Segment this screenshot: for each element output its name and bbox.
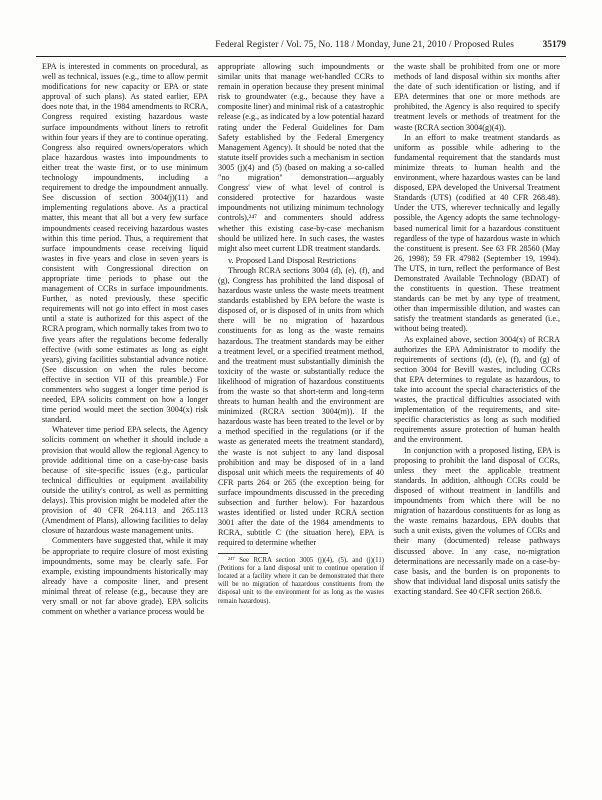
section-heading: v. Proposed Land Disposal Restrictions xyxy=(228,255,356,265)
text-column-middle xyxy=(218,62,384,768)
text-column-left xyxy=(42,62,208,768)
page-number: 35179 xyxy=(542,40,566,50)
paragraph: appropriate allowing such impoundments or similar units that manage wet-handled CCRs to remain in operation because they present minimal risk to groundwater (e.g., because they have a composite liner) and minimal risk of a catastrophic release (e.g., as indicated by a low potential hazard rating under the Federal Guidelines for Dam Safety established by the Federal Emergency Management Agency). It should be noted that the statute itself provides such a mechanism in section 3005 (j)(4) and (5) (based on making a so-called "no migration" demonstration—arguably Congress' view of what level of control is considered protective for hazardous waste impoundments not utilizing minimum technology controls),²⁴⁷ and commenters should address whether this existing case-by-case mechanism should be utilized here. In such cases, the wastes might also meet current LDR treatment standards. xyxy=(218,62,384,253)
header-rule xyxy=(36,56,566,57)
footnote: ²⁴⁷ See RCRA section 3005 (j)(4), (5), and (j)(11) (Petitions for a land disposal unit to continue operation if located at a facility where it can be demonstrated that there will be no migration of hazardous constituents from the disposal unit to the environment for as long as the wastes remain hazardous). xyxy=(218,556,384,605)
paragraph: Whatever time period EPA selects, the Agency solicits comment on whether it should include a provision that would allow the regional Agency to provide additional time on a case-by-case basis because of site-specific issues (e.g., particular technical difficulties or equipment availability outside the utility's control, as well as permitting delays). This provision might be modeled after the provision of 40 CFR 264.113 and 265.113 (Amendment of Plans), allowing facilities to delay closure of hazardous waste management units. xyxy=(42,425,208,536)
running-head-text: Federal Register / Vol. 75, No. 118 / Monday, June 21, 2010 / Proposed Rules xyxy=(215,40,514,50)
footnote-rule xyxy=(218,553,268,554)
paragraph: Through RCRA sections 3004 (d), (e), (f), and (g), Congress has prohibited the land disposal of hazardous waste unless the waste meets treatment standards established by EPA before the waste is disposed of, or is disposed of in units from which there will be no migration of hazardous constituents for as long as the waste remains hazardous. The treatment standards may be either a treatment level, or a specified treatment method, and the treatment must substantially diminish the toxicity of the waste or substantially reduce the likelihood of migration of hazardous constituents from the waste so that short-term and long-term threats to human health and the environment are minimized (RCRA section 3004(m)). If the hazardous waste has been treated to the level or by a method specified in the regulations (or if the waste as generated meets the treatment standard), the waste is not subject to any land disposal prohibition and may be disposed of in a land disposal unit which meets the requirements of 40 CFR parts 264 or 265 (the exception being for surface impoundments discussed in the preceding subsection and further below). For hazardous wastes identified or listed under RCRA section 3001 after the date of the 1984 amendments to RCRA, subtitle C (the situation here), EPA is required to determine whether xyxy=(218,265,384,548)
paragraph: Commenters have suggested that, while it may be appropriate to require closure of most existing impoundments, some may be clearly safe. For example, existing impoundments historically may already have a composite liner, and present minimal threat of release (e.g., because they are very small or not far above grade). EPA solicits comment on whether a variance process would be xyxy=(42,536,208,617)
paragraph: the waste shall be prohibited from one or more methods of land disposal within six months after the date of such identification or listing, and if EPA determines that one or more methods are prohibited, the Agency is also required to specify treatment levels or methods of treatment for the waste (RCRA section 3004(g)(4)). xyxy=(394,62,560,132)
paragraph: EPA is interested in comments on procedural, as well as technical, issues (e.g., time to allow permit modifications for new capacity or EPA or state approval of such plans). As stated earlier, EPA does note that, in the 1984 amendments to RCRA, Congress required existing hazardous waste surface impoundments without liners to retrofit within four years if they are to continue operating. Congress also required owners/operators which place hazardous wastes into impoundments to either treat the waste first, or to use minimum technology impoundments, including a requirement to dredge the impoundment annually. See discussion of section 3004(j)(11) and implementing regulations above. As a practical matter, this meant that all but a very few surface impoundments ceased receiving hazardous wastes within this time period. Thus, a requirement that surface impoundments cease receiving liquid wastes in five years and close in seven years is consistent with Congressional direction on appropriate time periods to phase out the management of CCRs in surface impoundments. Further, as noted previously, these specific requirements will not go into effect in most cases until a state is authorized for this aspect of the RCRA program, which normally takes from two to five years after the regulations become federally effective (with some estimates as long as eight years), giving facilities substantial advance notice. (See discussion on when the rules become effective in section VII of this preamble.) For commenters who suggest a longer time period is needed, EPA solicits comment on how a longer time period would meet the section 3004(x) risk standard. xyxy=(42,62,208,425)
paragraph: In conjunction with a proposed listing, EPA is proposing to prohibit the land disposal of CCRs, unless they meet the applicable treatment standards. In addition, although CCRs could be disposed of without treatment in landfills and impoundments from which there will be no migration of hazardous constituents for as long as the waste remains hazardous, EPA doubts that such a unit exists, given the volumes of CCRs and their many (documented) release pathways discussed above. In any case, no-migration determinations are necessarily made on a case-by-case basis, and the burden is on proponents to show that individual land disposal units satisfy the exacting standard. See 40 CFR section 268.6. xyxy=(394,445,560,596)
running-header xyxy=(36,40,566,54)
paragraph: As explained above, section 3004(x) of RCRA authorizes the EPA Administrator to modify the requirements of sections (d), (e), (f), and (g) of section 3004 for Bevill wastes, including CCRs that EPA determines to regulate as hazardous, to take into account the special characteristics of the wastes, the practical difficulties associated with implementation of the requirements, and site-specific characteristics as long as such modified requirements assure protection of human health and the environment. xyxy=(394,334,560,445)
text-column-right xyxy=(394,62,560,768)
paragraph: In an effort to make treatment standards as uniform as possible while adhering to the fundamental requirement that the standards must minimize threats to human health and the environment, where hazardous wastes can be land disposed, EPA developed the Universal Treatment Standards (UTS) (codified at 40 CFR 268.48). Under the UTS, wherever technically and legally possible, the Agency adopts the same technology-based numerical limit for a hazardous constituent regardless of the type of hazardous waste in which the constituent is present. See 63 FR 28560 (May 26, 1998); 59 FR 47982 (September 19, 1994). The UTS, in turn, reflect the performance of Best Demonstrated Available Technology (BDAT) of the constituents in question. These treatment standards can be met by any type of treatment, other than impermissible dilution, and wastes can satisfy the treatment standards as generated (i.e., without being treated). xyxy=(394,132,560,334)
